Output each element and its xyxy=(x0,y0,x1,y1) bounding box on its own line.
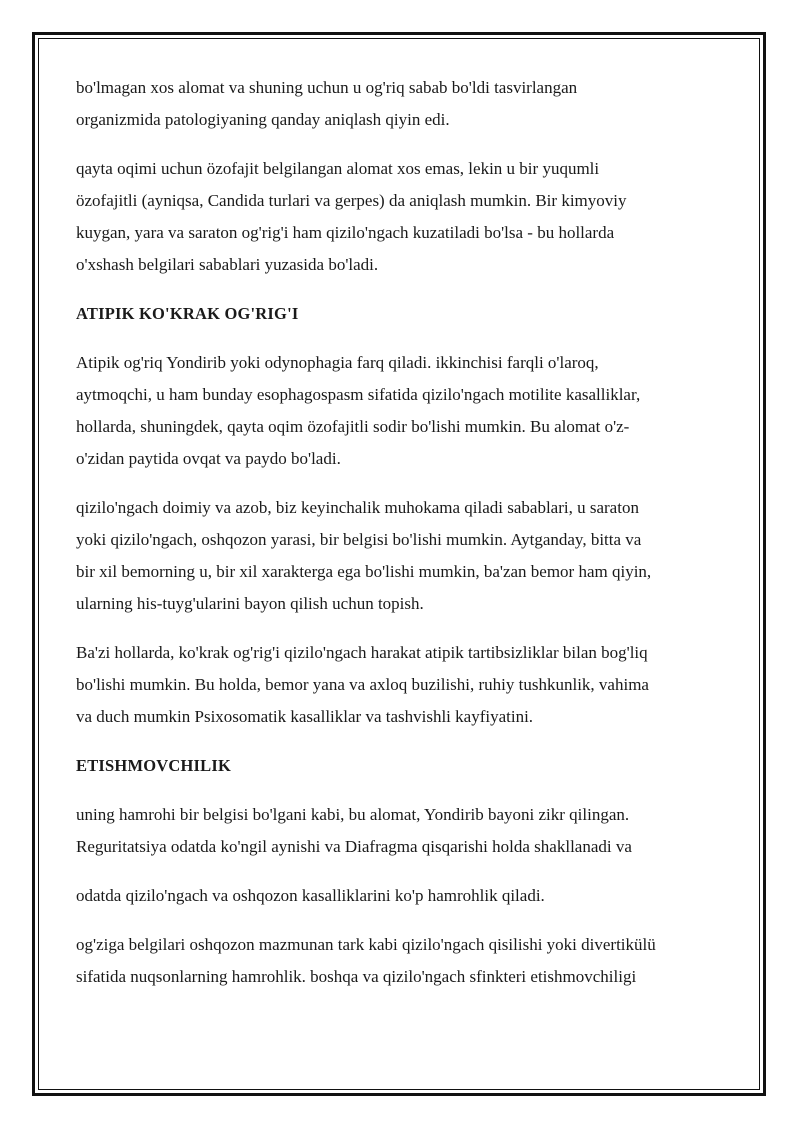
paragraph-3 xyxy=(76,347,726,475)
text-line: qayta oqimi uchun özofajit belgilangan alomat xos emas, lekin u bir yuqumli xyxy=(76,159,600,178)
text-line: kuygan, yara va saraton og'rig'i ham qizilo'ngach kuzatiladi bo'lsa - bu hollarda xyxy=(76,223,615,242)
text-line: o'xshash belgilari sabablari yuzasida bo'ladi. xyxy=(76,255,379,274)
text-line: uning hamrohi bir belgisi bo'lgani kabi, bu alomat, Yondirib bayoni zikr qilingan. xyxy=(76,805,630,824)
text-line: Ba'zi hollarda, ko'krak og'rig'i qizilo'ngach harakat atipik tartibsizliklar bilan bog'liq xyxy=(76,643,648,662)
text-line: bo'lishi mumkin. Bu holda, bemor yana va axloq buzilishi, ruhiy tushkunlik, vahima xyxy=(76,675,649,694)
paragraph-6 xyxy=(76,799,726,863)
paragraph-8 xyxy=(76,929,726,993)
text-line: Reguritatsiya odatda ko'ngil aynishi va Diafragma qisqarishi holda shakllanadi va xyxy=(76,837,632,856)
text-line: og'ziga belgilari oshqozon mazmunan tark kabi qizilo'ngach qisilishi yoki divertikülü xyxy=(76,935,656,954)
paragraph-2 xyxy=(76,153,726,281)
text-line: aytmoqchi, u ham bunday esophagospasm sifatida qizilo'ngach motilite kasalliklar, xyxy=(76,385,641,404)
text-line: bo'lmagan xos alomat va shuning uchun u og'riq sabab bo'ldi tasvirlangan xyxy=(76,78,578,97)
text-line: qizilo'ngach doimiy va azob, biz keyinchalik muhokama qiladi sabablari, u saraton xyxy=(76,498,639,517)
text-line: sifatida nuqsonlarning hamrohlik. boshqa va qizilo'ngach sfinkteri etishmovchiligi xyxy=(76,967,637,986)
text-line: hollarda, shuningdek, qayta oqim özofajitli sodir bo'lishi mumkin. Bu alomat o'z- xyxy=(76,417,630,436)
section-heading-etishmovchilik: ETISHMOVCHILIK xyxy=(76,756,231,775)
text-line: o'zidan paytida ovqat va paydo bo'ladi. xyxy=(76,449,341,468)
paragraph-1 xyxy=(76,72,726,136)
text-line: organizmida patologiyaning qanday aniqlash qiyin edi. xyxy=(76,110,450,129)
text-line: yoki qizilo'ngach, oshqozon yarasi, bir belgisi bo'lishi mumkin. Aytganday, bitta va xyxy=(76,530,642,549)
section-heading-atipik: ATIPIK KO'KRAK OG'RIG'I xyxy=(76,304,299,323)
text-line: bir xil bemorning u, bir xil xarakterga ega bo'lishi mumkin, ba'zan bemor ham qiyin, xyxy=(76,562,652,581)
paragraph-5 xyxy=(76,637,726,733)
text-line: va duch mumkin Psixosomatik kasalliklar va tashvishli kayfiyatini. xyxy=(76,707,534,726)
text-line: odatda qizilo'ngach va oshqozon kasalliklarini ko'p hamrohlik qiladi. xyxy=(76,886,545,905)
text-line: ularning his-tuyg'ularini bayon qilish uchun topish. xyxy=(76,594,424,613)
text-line: Atipik og'riq Yondirib yoki odynophagia farq qiladi. ikkinchisi farqli o'laroq, xyxy=(76,353,599,372)
document-body xyxy=(76,72,726,1010)
paragraph-7 xyxy=(76,880,726,912)
text-line: özofajitli (ayniqsa, Candida turlari va gerpes) da aniqlash mumkin. Bir kimyoviy xyxy=(76,191,627,210)
paragraph-4 xyxy=(76,492,726,620)
